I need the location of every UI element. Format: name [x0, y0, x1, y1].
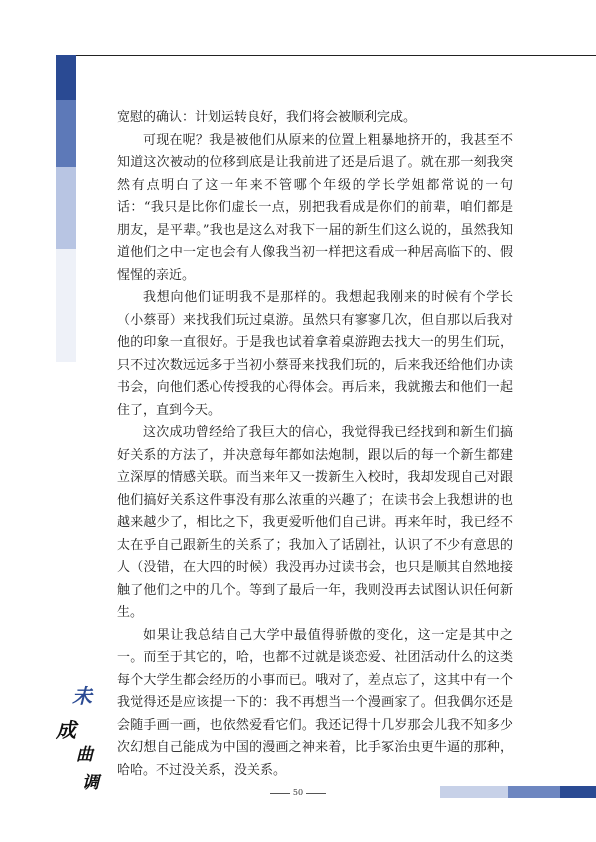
- calligraphy-char: 调: [82, 773, 99, 793]
- paragraph: 可现在呢？我是被他们从原来的位置上粗暴地挤开的，我甚至不知道这次被动的位移到底是让我前进了还是后退了。就在那一刻我突然有点明白了这一年来不管哪个年级的学长学姐都常说的一句话：“我只是比你们虚长一点，别把我看成是你们的前辈，咱们都是朋友，是平辈。”我也是这么对我下一届的新生们这么说的，虽然我知道他们之中一定也会有人像我当初一样把这看成一种居高临下的、假惺惺的亲近。: [117, 132, 513, 283]
- footer-block-light: [440, 786, 508, 798]
- body-text: [117, 107, 513, 782]
- paragraph: 这次成功曾经给了我巨大的信心，我觉得我已经找到和新生们搞好关系的方法了，并决意每年都如法炮制，跟以后的每一个新生都建立深厚的情感关联。而当来年又一拨新生入校时，我却发现自己对跟他们搞好关系这件事没有那么浓重的兴趣了；在读书会上我想讲的也越来越少了，相比之下，我更爱听他们自己讲。再来年时，我已经不太在乎自己跟新生的关系了；我加入了话剧社，认识了不少有意思的人（没错，在大四的时候）我没再办过读书会，也只是顺其自然地接触了他们之中的几个。等到了最后一年，我则没再去试图认识任何新生。: [117, 425, 513, 620]
- page-footer: [0, 786, 596, 800]
- calligraphy-char: 成: [56, 718, 76, 742]
- calligraphy-logo: [54, 680, 104, 793]
- calligraphy-char: 曲: [76, 745, 93, 765]
- side-block-dark: [56, 55, 76, 100]
- side-color-bar: [56, 55, 76, 362]
- page-number: 50: [268, 786, 328, 800]
- side-block-pale: [56, 249, 76, 362]
- side-block-mid: [56, 100, 76, 167]
- footer-block-dark: [560, 786, 596, 798]
- header-rule: [76, 55, 596, 56]
- side-block-light: [56, 167, 76, 249]
- paragraph: 宽慰的确认：计划运转良好，我们将会被顺利完成。: [117, 110, 417, 125]
- calligraphy-char: 未: [72, 684, 92, 708]
- paragraph: 如果让我总结自己大学中最值得骄傲的变化，这一定是其中之一。而至于其它的，哈，也都不过就是谈恋爱、社团活动什么的这类每个大学生都会经历的小事而已。哦对了，差点忘了，这其中有一个我觉得还是应该提一下的：我不再想当一个漫画家了。但我偶尔还是会随手画一画，也依然爱看它们。我还记得十几岁那会儿我不知多少次幻想自己能成为中国的漫画之神来着，比手冢治虫更牛逼的那种，哈哈。不过没关系，没关系。: [117, 627, 513, 778]
- footer-block-mid: [508, 786, 560, 798]
- paragraph: 我想向他们证明我不是那样的。我想起我刚来的时候有个学长（小蔡哥）来找我们玩过桌游。虽然只有寥寥几次，但自那以后我对他的印象一直很好。于是我也试着拿着桌游跑去找大一的男生们玩，只不过次数远远多于当初小蔡哥来找我们玩的，后来我还给他们办读书会，向他们悉心传授我的心得体会。再后来，我就搬去和他们一起住了，直到今天。: [117, 290, 513, 418]
